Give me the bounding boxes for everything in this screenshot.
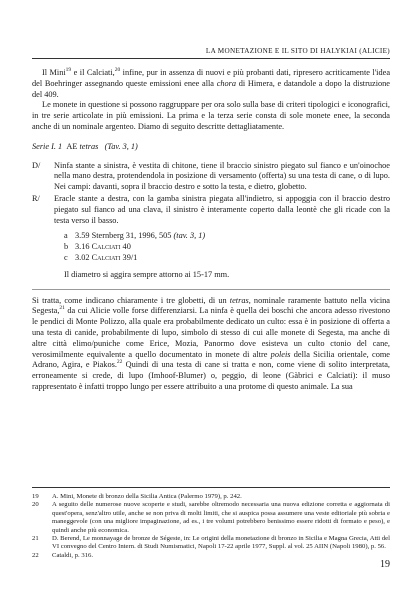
specimen-list (64, 231, 390, 263)
specimen-note: (tav. 3, 1) (173, 231, 206, 241)
text-span: Si tratta, come indicano chiaramente i tre globetti, di un (32, 295, 230, 305)
text-span: della Sicilia orientale, come Adrano, Agira, e Piakos. (32, 349, 390, 370)
main-text (32, 68, 390, 393)
specimen-weight: 3.02 (75, 252, 90, 262)
footnote-ref: 20 (114, 67, 121, 74)
italic-term: poleis (270, 349, 291, 359)
footnote-number: 21 (32, 535, 39, 543)
footnote (32, 535, 390, 552)
obverse-description (32, 161, 390, 193)
text-span: Il Mini (42, 68, 66, 77)
page-number: 19 (380, 559, 390, 570)
footnote (32, 552, 390, 560)
specimen-weight: 3.16 (75, 242, 90, 252)
italic-term: chora (216, 78, 237, 88)
text-span: , nominale raramente battuto nella vicina Segesta, (32, 295, 390, 316)
footnote-ref: 21 (59, 305, 65, 312)
reverse-text: Eracle stante a destra, con la gamba sinistra piegata all'indietro, si appoggia con il braccio destro piegato sul fianco ad una clava, il sinistro è interamente coperto dalla leontè che gli ricade con la testa verso il basso. (54, 193, 390, 225)
specimen-ref: Sternberg 31, 1996, 505 (91, 231, 172, 241)
intro-paragraph-1 (32, 68, 390, 100)
footnote-text: A. Mini, Monete di bronzo della Sicilia Antica (Palermo 1979), p. 242. (52, 493, 242, 500)
specimen-letter: c (64, 252, 68, 262)
reverse-description (32, 194, 390, 226)
series-label: Serie I. 1 (32, 141, 63, 151)
specimen-ref: Calciati 39/1 (91, 252, 138, 262)
denomination: AE (66, 141, 78, 151)
italic-term: tetras (229, 295, 249, 305)
plate-reference: (Tav. 3, 1) (104, 141, 138, 151)
footnotes (32, 487, 390, 560)
footnote (32, 493, 390, 501)
diameter-note: Il diametro si aggira sempre attorno ai 15-17 mm. (64, 269, 230, 279)
obverse-text: Ninfa stante a sinistra, è vestita di chitone, tiene il braccio sinistro piegato sul fianco e un'oinochoe nella mano destra, protendendola in posizione di versamento (offerta) su una testa di cane, o di lupo. Nei campi: davanti, sopra il braccio destro e sotto la testa, e dietro, globetto. (54, 160, 390, 192)
footnote-text: A seguito delle numerose nuove scoperte e studi, sarebbe oltremodo necessaria una nuova edizione corretta e aggiornata di quest'opera, senz'altro utile, anche se non priva di molti limiti, che si auspica possa assumere una veste editoriale più sobria e maneggevole (con una migliore impaginazione, ad es., i tre volumi potrebbero benissimo essere ridotti di formato e peso), e quindi anche più economica. (52, 501, 390, 534)
specimen-ref: Calciati 40 (91, 242, 131, 252)
specimen-item (64, 242, 390, 253)
reverse-key: R/ (32, 193, 40, 203)
footnote-number: 19 (32, 493, 39, 500)
specimen-item (64, 253, 390, 264)
footnote-number: 20 (32, 501, 39, 509)
footnote-text: D. Berend, Le monnayage de bronze de Ségeste, in: Le origini della monetazione di bronzo in Sicilia e Magna Grecia, Atti del VI convegno del Centro Intern. di Studi Numismatici, Napoli 17-22 aprile 1977, Suppl. al vol. 25 AIIN (Napoli 1980), p. 56. (52, 535, 390, 551)
denomination-name: tetras (79, 141, 99, 151)
intro-paragraph-2: Le monete in questione si possono raggruppare per ora solo sulla base di criteri tipologici e iconografici, in tre serie articolate in più emissioni. La prima e la terza serie consta di sole monete enee, la seconda anche di un nominale argenteo. Diamo di seguito descritte dettagliatamente. (32, 100, 390, 131)
text-span: infine, pur in assenza di nuovi e più probanti dati, ripresero acriticamente l'idea del Boehringer assegnando queste emissioni enee alla (32, 68, 391, 88)
footnote-ref: 22 (116, 359, 123, 366)
specimen-letter: b (64, 242, 69, 252)
obverse-key: D/ (32, 160, 41, 170)
section-divider (32, 289, 390, 290)
specimen-weight: 3.59 (75, 231, 90, 241)
text-span: da cui Alicie volle forse differenziarsi. La ninfa è quella dei boschi che ancora adesso rivestono le pendici di Monte Polizzo, alla quale era probabilmente dedicato un culto: essa è in posizione di offerta a una testa di canide, probabilmente di lupo, simbolo di stesso di cui alle monete di Segesta, ma anche di altre città elimo/puniche come Erice, Mozia, Panormo dove esisteva un culto ctonio del cane, verosimilmente equivalente a quello documentato in monete di altre (32, 306, 390, 359)
text-span: e il Calciati, (71, 68, 115, 77)
footnote-number: 22 (32, 551, 39, 559)
discussion-paragraph (32, 296, 390, 393)
footnote-text: Cataldi, p. 316. (52, 551, 94, 559)
running-header: LA MONETAZIONE E IL SITO DI HALYKIAI (ALICIE) (32, 46, 390, 59)
text-span: di Himera, e datandole a dopo la distruzione del 409. (32, 78, 390, 99)
series-heading (32, 142, 390, 153)
text-span: Quindi di una testa di cane si tratta e non, come viene di solito interpretata, erroneamente si crede, di lupo (Imhoof-Blumer) o, peggio, di leone (Gàbrici e Calciati): il muso rappresentato è infatti troppo lungo per essere attribuito a una protome di questo animale. La sua (32, 360, 391, 391)
footnote-ref: 19 (65, 67, 72, 74)
specimen-item (64, 231, 390, 242)
footnote (32, 501, 390, 535)
specimen-letter: a (64, 231, 68, 241)
